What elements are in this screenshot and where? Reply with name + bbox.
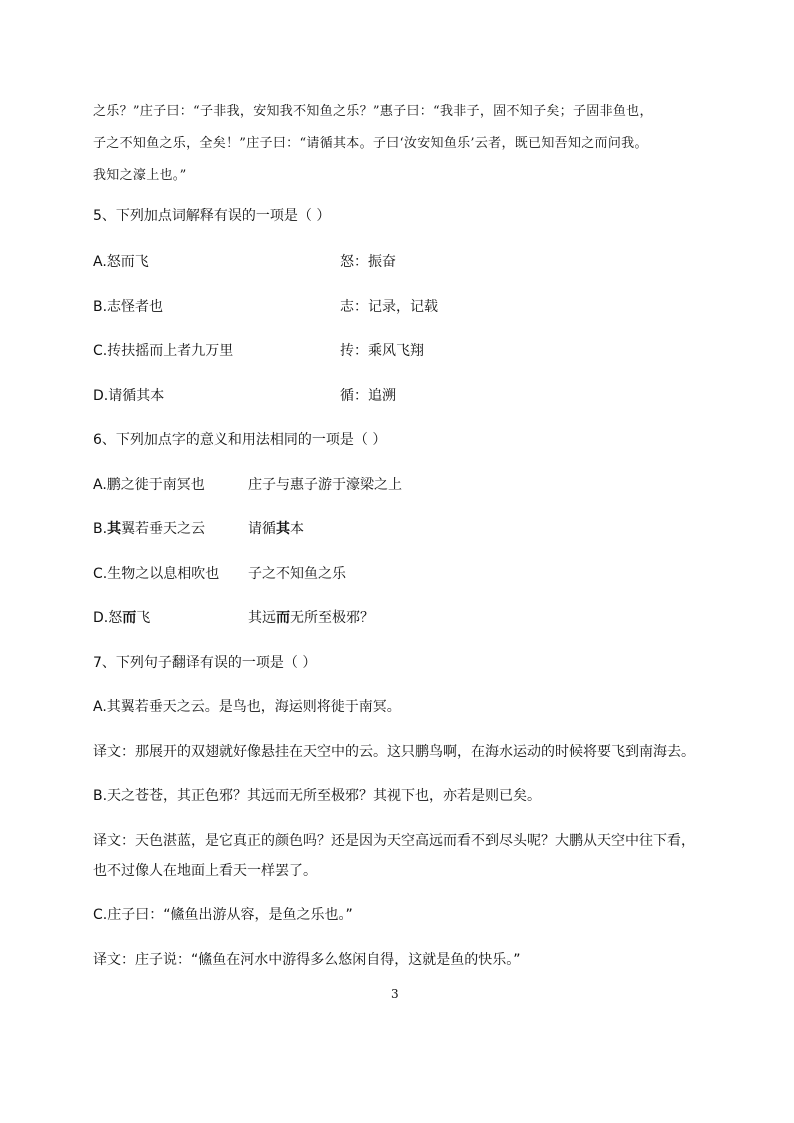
- q6-b-right-dotted-word: 其: [276, 521, 290, 537]
- q6-d-left-pre: D.怒: [93, 610, 123, 626]
- q5-option-d: D.请循其本: [93, 388, 165, 404]
- q5-option-a: A.怒而飞: [93, 254, 149, 270]
- q6-d-right-pre: 其远: [248, 610, 276, 626]
- q5-option-a-explain: 怒：振奋: [340, 254, 396, 270]
- q5-option-c-explain: 抟：乘风飞翔: [340, 343, 424, 359]
- page-number: 3: [391, 987, 399, 1001]
- q6-d-right-post: 无所至极邪？: [290, 610, 374, 626]
- passage-line-3: 我知之濠上也。”: [93, 168, 187, 183]
- q5-option-b-explain: 志：记录，记载: [340, 299, 438, 315]
- q6-option-b-right: [248, 519, 304, 539]
- passage-line-1: 之乐？”庄子曰：“子非我，安知我不知鱼之乐？”惠子曰：“我非子，固不知子矣；子固非鱼也，: [93, 104, 653, 119]
- q6-option-d-left: [93, 608, 150, 628]
- q6-d-left-dotted-word: 而: [122, 610, 137, 626]
- q6-b-left-pre: B.: [93, 521, 108, 537]
- q6-option-a-left: A.鹏之徙于南冥也: [93, 477, 205, 493]
- q6-d-left-post: 飞: [136, 610, 151, 626]
- q6-b-left-dotted-word: 其: [107, 521, 122, 537]
- question-7-stem: 7、下列句子翻译有误的一项是（ ）: [93, 655, 317, 671]
- q5-option-c: C.抟扶摇而上者九万里: [93, 343, 234, 359]
- q6-option-c-left: C.生物之以息相吹也: [93, 566, 220, 582]
- q7-option-c-sentence: C.庄子曰：“鯈鱼出游从容，是鱼之乐也。”: [93, 907, 353, 923]
- q6-option-c-right: 子之不知鱼之乐: [248, 566, 346, 582]
- question-6-stem: 6、下列加点字的意义和用法相同的一项是（ ）: [93, 432, 387, 448]
- q6-option-b-left: [93, 519, 205, 539]
- q6-b-left-post: 翼若垂天之云: [121, 521, 206, 537]
- q7-option-b-translation-1: 译文：天色湛蓝，是它真正的颜色吗？还是因为天空高远而看不到尽头呢？大鹏从天空中往下看，: [93, 833, 695, 849]
- q7-option-b-sentence: B.天之苍苍，其正色邪？其远而无所至极邪？其视下也，亦若是则已矣。: [93, 788, 542, 804]
- passage-line-2: 子之不知鱼之乐，全矣！”庄子曰：“请循其本。子曰‘汝安知鱼乐’云者，既已知吾知之而问我。: [93, 136, 648, 151]
- q6-b-right-post: 本: [290, 521, 304, 537]
- question-5-stem: 5、下列加点词解释有误的一项是（ ）: [93, 208, 331, 224]
- q6-d-right-dotted-word: 而: [276, 610, 290, 626]
- q6-option-d-right: [248, 608, 374, 628]
- q5-option-d-explain: 循：追溯: [340, 388, 396, 404]
- q7-option-c-translation: 译文：庄子说：“鯈鱼在河水中游得多么悠闲自得，这就是鱼的快乐。”: [93, 952, 521, 968]
- q7-option-b-translation-2: 也不过像人在地面上看天一样罢了。: [93, 863, 317, 879]
- q7-option-a-sentence: A.其翼若垂天之云。是鸟也，海运则将徙于南冥。: [93, 699, 401, 715]
- q5-option-b: B.志怪者也: [93, 299, 164, 315]
- q6-b-right-pre: 请循: [248, 521, 276, 537]
- q7-option-a-translation: 译文：那展开的双翅就好像悬挂在天空中的云。这只鹏鸟啊，在海水运动的时候将要飞到南海去。: [93, 744, 695, 760]
- q6-option-a-right: 庄子与惠子游于濠梁之上: [248, 477, 402, 493]
